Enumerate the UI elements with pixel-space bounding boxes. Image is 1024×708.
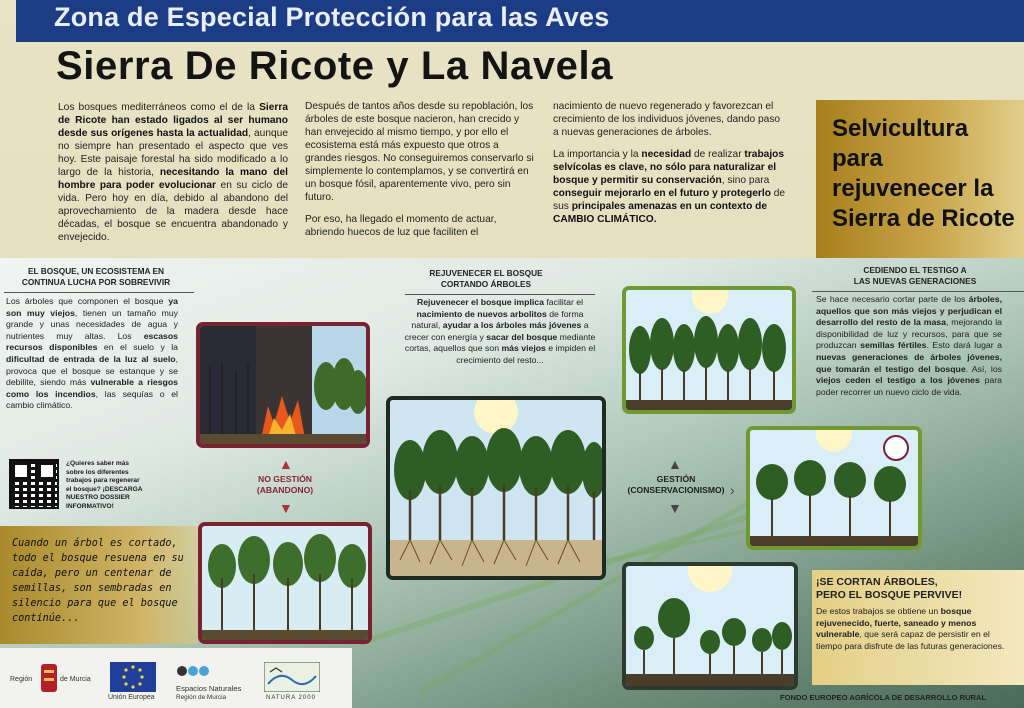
murcia-logo-text-1: Región bbox=[10, 676, 33, 683]
title-line: para bbox=[832, 145, 883, 172]
bold-text: necesitando la mano del hombre para poder evolucionar bbox=[58, 167, 288, 191]
intro-column-2 bbox=[305, 100, 535, 239]
logo-strip bbox=[0, 648, 352, 708]
paragraph bbox=[553, 148, 787, 226]
espacios-logo-text-1: Espacios Naturales bbox=[176, 684, 242, 693]
text: . Esto dará lugar a bbox=[926, 340, 1002, 351]
natura-2000-logo-icon bbox=[264, 662, 320, 692]
bold-text: viejos ceden el testigo a los jóvenes bbox=[816, 375, 980, 386]
bold-text: nacimiento de nuevos arbolitos bbox=[416, 308, 547, 319]
text: , mejorando la disponibilidad de luz y recursos, para que se produzcan bbox=[816, 317, 1002, 351]
eu-flag-icon bbox=[110, 662, 156, 692]
panel-young-forest bbox=[622, 562, 798, 690]
bold-text: sacar del bosque bbox=[486, 331, 558, 342]
title-line: PERO EL BOSQUE PERVIVE! bbox=[816, 589, 963, 601]
text: Los árboles que componen el bosque bbox=[6, 296, 169, 306]
abandoned-forest-illustration bbox=[202, 526, 368, 640]
espacios-naturales-icon bbox=[176, 662, 210, 680]
text: , tienen un tamaño muy grande y unas necesidades de agua y nutrientes muy altas. Los bbox=[6, 307, 179, 341]
callout-title bbox=[816, 576, 1006, 602]
text: e impiden el crecimiento del resto... bbox=[456, 343, 596, 365]
arrow-up-icon: ▲ bbox=[668, 456, 682, 472]
bold-text: Rejuvenecer el bosque implica bbox=[416, 297, 544, 307]
text: de realizar bbox=[691, 149, 745, 160]
bold-text: bosque rejuvenecido, fuerte, saneado y menos vulnerable bbox=[816, 606, 977, 640]
label-line: (CONSERVACIONISMO) bbox=[627, 485, 725, 495]
text: , sino para bbox=[721, 175, 770, 186]
handwritten-quote: Cuando un árbol es cortado, todo el bosque resuena en su caída, pero un centenar de semillas, son sembradas en silencio para que el bosque continúe... bbox=[12, 538, 184, 624]
text: La importancia y la bbox=[553, 149, 642, 160]
text: mediante cortas, aquellos que son bbox=[404, 331, 596, 354]
panel-cutting-trees bbox=[622, 286, 796, 414]
fire-forest-illustration bbox=[200, 326, 366, 444]
label-line: GESTIÓN bbox=[656, 474, 696, 484]
bold-text: ayudar a los árboles más jóvenes bbox=[442, 320, 582, 331]
center-section-heading bbox=[416, 268, 556, 290]
bold-text: nuevas generaciones de árboles jóvenes, que tomarán el testigo del bosque bbox=[816, 351, 1002, 374]
murcia-crest-icon bbox=[40, 662, 58, 694]
qr-caption: ¿Quieres saber más sobre los diferentes trabajos para regenerar el bosque? ¡DESCARGA NUESTRO DOSSIER INFORMATIVO! bbox=[66, 460, 143, 510]
intro-column-3 bbox=[553, 100, 787, 226]
eu-logo-text: Unión Europea bbox=[108, 694, 155, 701]
text: a crecer con energía y bbox=[404, 320, 589, 342]
heading-line: EL BOSQUE, UN ECOSISTEMA EN bbox=[28, 266, 164, 276]
bold-text: dificultad de entrada de la luz al suelo bbox=[6, 353, 176, 364]
label-line: (ABANDONO) bbox=[256, 485, 314, 495]
text: Los bosques mediterráneos como el de la bbox=[58, 102, 260, 113]
handwritten-quote-box bbox=[0, 526, 198, 644]
paragraph: nacimiento de nuevo regenerado y favorezcan el crecimiento de los individuos jóvenes, dando paso a nuevas generaciones de árboles. bbox=[553, 101, 781, 138]
bold-text: necesidad bbox=[641, 149, 692, 160]
center-section-text bbox=[404, 297, 596, 367]
bold-text: más viejos bbox=[501, 343, 546, 354]
heading-line: CORTANDO ÁRBOLES bbox=[440, 279, 532, 289]
panel-abandoned-forest bbox=[198, 522, 372, 644]
seeding-illustration bbox=[750, 430, 918, 546]
paragraph: Después de tantos años desde su repoblación, los árboles de este bosque nacieron, han crecido y han envejecido al mismo tiempo, y por ello el ecosistema está más expuesto que otros a grandes riesgos. No conseguiremos conservarlo si simplemente lo contemplamos, y se convertirá en un bosque fósil, aparentemente vivo, pero sin futuro. bbox=[305, 101, 534, 203]
text: , las sequías o el cambio climático. bbox=[6, 388, 178, 411]
qr-code[interactable] bbox=[9, 459, 59, 509]
bold-text: árboles, aquellos que son más viejos y perjudican el desarrollo del resto de la masa bbox=[816, 294, 1002, 328]
panel-seeding bbox=[746, 426, 922, 550]
espacios-logo-text-2: Región de Murcia bbox=[176, 694, 227, 701]
title-line: Sierra de Ricote bbox=[832, 205, 1015, 232]
natura-logo-text: NATURA 2000 bbox=[266, 695, 316, 701]
divider bbox=[405, 294, 595, 295]
title-line: Selvicultura bbox=[832, 115, 969, 142]
intro-column-1 bbox=[58, 101, 288, 244]
bold-text: vulnerable a riesgos como los incendios bbox=[6, 377, 178, 399]
text: . Así, los bbox=[965, 363, 1002, 374]
no-gestion-label bbox=[248, 474, 322, 496]
cutting-trees-illustration bbox=[626, 290, 792, 410]
central-forest-illustration bbox=[390, 400, 602, 576]
text: para poder recorrer un nuevo ciclo de vida. bbox=[816, 375, 1002, 397]
arrow-down-icon: ▼ bbox=[668, 500, 682, 516]
bold-text: semillas fértiles bbox=[860, 340, 927, 351]
text: , provoca que el bosque se estanque y se debilite, siendo más bbox=[6, 353, 178, 388]
arrow-right-icon: › bbox=[730, 482, 735, 498]
heading-line: LAS NUEVAS GENERACIONES bbox=[853, 276, 977, 286]
text: facilitar el bbox=[543, 297, 584, 307]
left-section-text bbox=[6, 296, 178, 412]
page-title: Sierra De Ricote y La Navela bbox=[56, 44, 614, 88]
right-section-text bbox=[816, 294, 1002, 398]
right-section-heading bbox=[840, 265, 990, 287]
title-line: ¡SE CORTAN ÁRBOLES, bbox=[816, 576, 938, 588]
gestion-label bbox=[622, 474, 730, 496]
banner-title: Zona de Especial Protección para las Aves bbox=[54, 2, 610, 32]
arrow-down-icon: ▼ bbox=[279, 500, 293, 516]
heading-line: REJUVENECER EL BOSQUE bbox=[429, 268, 543, 278]
callout-box bbox=[812, 570, 1024, 685]
selvicultura-title bbox=[832, 114, 1015, 234]
bold-text: trabajos selvícolas es clave, no sólo para naturalizar el bosque y permitir su conservación bbox=[553, 149, 785, 186]
divider bbox=[812, 291, 1024, 292]
bold-text: principales amenazas en un contexto de CAMBIO CLIMÁTICO. bbox=[553, 201, 768, 225]
callout-text bbox=[816, 606, 1016, 652]
panel-fire-forest bbox=[196, 322, 370, 448]
heading-line: CONTINUA LUCHA POR SOBREVIVIR bbox=[21, 277, 171, 287]
footer-fund-text: FONDO EUROPEO AGRÍCOLA DE DESARROLLO RURAL bbox=[780, 693, 987, 702]
murcia-logo-text-2: de Murcia bbox=[60, 676, 91, 683]
bold-text: escasos recursos disponibles bbox=[6, 330, 178, 353]
text: de forma natural, bbox=[411, 308, 584, 331]
title-line: rejuvenecer la bbox=[832, 175, 994, 202]
left-section-heading bbox=[6, 266, 186, 288]
divider bbox=[4, 292, 194, 293]
arrow-up-icon: ▲ bbox=[279, 456, 293, 472]
text: , que será capaz de persistir en el tiempo para disfrute de las futuras generaciones. bbox=[816, 629, 1005, 651]
zepa-banner bbox=[16, 0, 1024, 42]
young-forest-illustration bbox=[626, 566, 794, 686]
selvicultura-title-box bbox=[816, 100, 1024, 258]
bold-text: conseguir mejorarlo en el futuro y protegerlo bbox=[553, 188, 771, 199]
paragraph: Por eso, ha llegado el momento de actuar, abriendo huecos de luz que faciliten el bbox=[305, 214, 497, 238]
text: en su ciclo de vida. Pero hoy en día, debido al abandono del aprovechamiento de la madera desde hace décadas, el bosque se encuentra abandonado y envejecido. bbox=[58, 180, 288, 243]
text: Se hace necesario cortar parte de los bbox=[816, 294, 969, 304]
bold-text: Sierra de Ricote han estado ligados al ser humano desde sus orígenes hasta la actualidad bbox=[58, 102, 288, 139]
text: en el suelo y la bbox=[97, 342, 178, 353]
text: , aunque no siempre han presentado el aspecto que ves hoy. Este paisaje forestal ha sido modificado a lo largo de la historia, bbox=[58, 128, 289, 178]
text: de sus bbox=[553, 188, 786, 212]
bold-text: ya son muy viejos bbox=[6, 296, 178, 318]
heading-line: CEDIENDO EL TESTIGO A bbox=[863, 265, 967, 275]
text: De estos trabajos se obtiene un bbox=[816, 606, 941, 616]
label-line: NO GESTIÓN bbox=[258, 474, 312, 484]
panel-central-forest bbox=[386, 396, 606, 580]
